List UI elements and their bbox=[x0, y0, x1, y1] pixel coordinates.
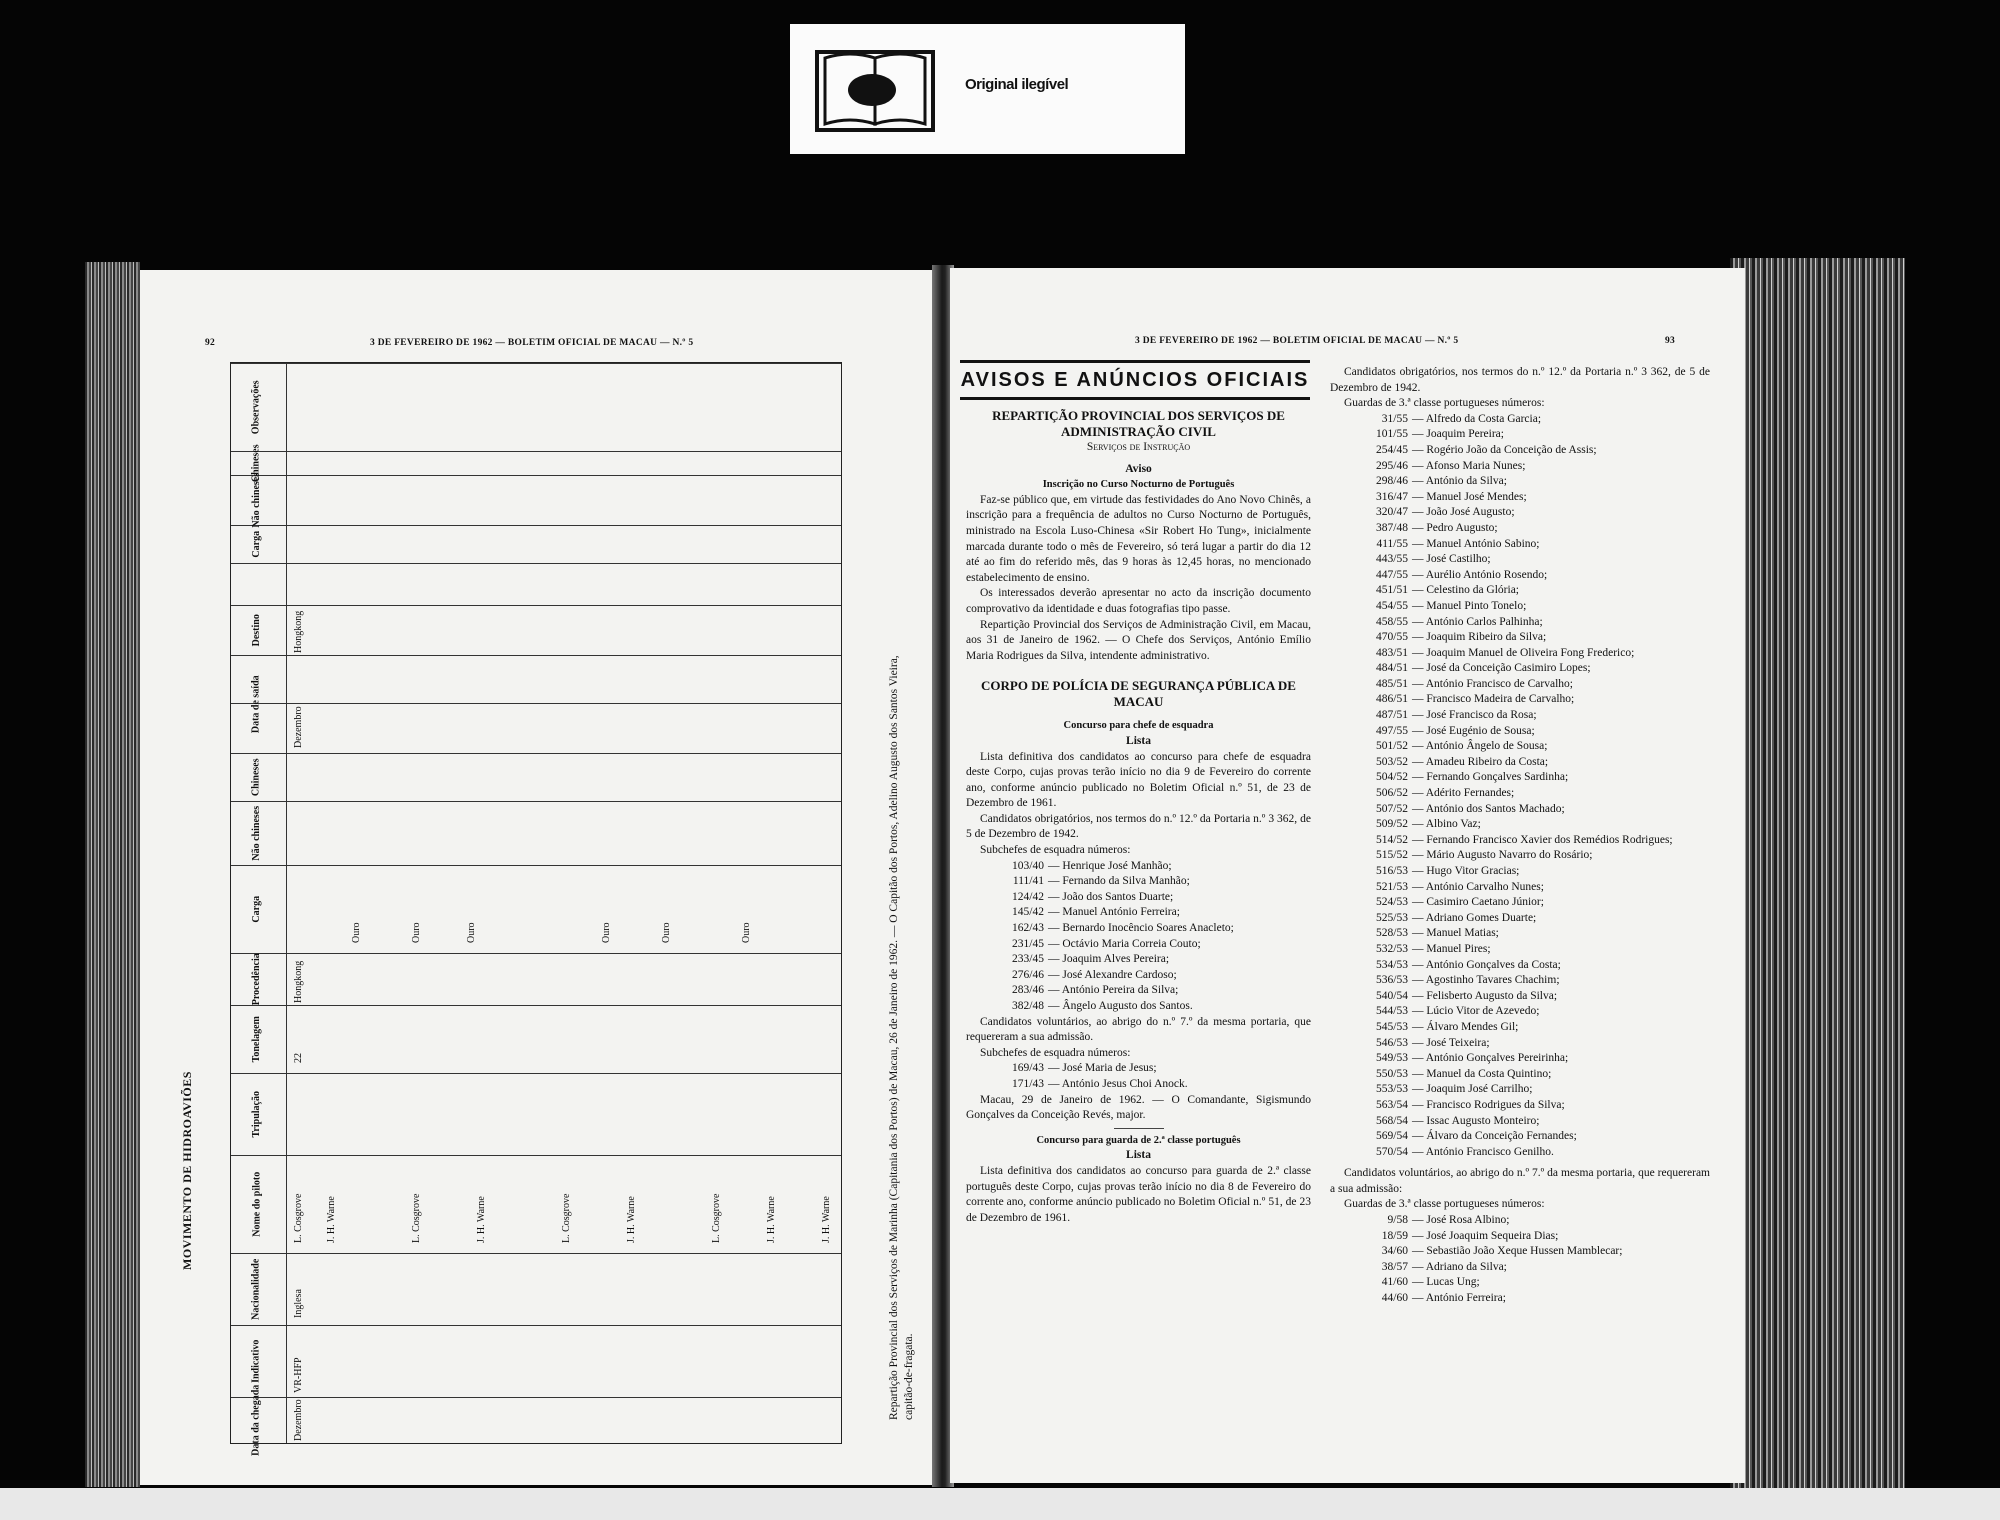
candidate-name: Joaquim Ribeiro da Silva; bbox=[1426, 631, 1547, 644]
candidate-name: Agostinho Tavares Chachim; bbox=[1425, 974, 1560, 987]
cell-mes-saida: Dezembro bbox=[293, 706, 304, 748]
candidate-number: 568/54 bbox=[1376, 1114, 1408, 1127]
candidate-number: 507/52 bbox=[1376, 802, 1408, 815]
candidate-number: 458/55 bbox=[1376, 615, 1408, 628]
candidate-number: 31/55 bbox=[1381, 412, 1408, 425]
col-carga-saida: Carga bbox=[250, 530, 262, 558]
concurso-heading: Concurso para chefe de esquadra bbox=[1063, 720, 1214, 732]
list-item: 570/54 — António Francisco Genilho. bbox=[1330, 1145, 1710, 1161]
cell-mes-chegada: Dezembro bbox=[293, 1399, 304, 1441]
candidate-number: 454/55 bbox=[1376, 599, 1408, 612]
col-procedencia: Procedência bbox=[250, 952, 262, 1006]
list-item: 536/53 — Agostinho Tavares Chachim; bbox=[1330, 973, 1710, 989]
section-title-policia: CORPO DE POLÍCIA DE SEGURANÇA PÚBLICA DE MACAU bbox=[981, 678, 1296, 710]
candidate-name: Casimiro Caetano Júnior; bbox=[1426, 896, 1544, 909]
cell-carga-5: Ouro bbox=[661, 922, 672, 943]
running-head-left: 3 DE FEVEREIRO DE 1962 — BOLETIM OFICIAL DE MACAU — N.º 5 bbox=[370, 338, 694, 348]
candidate-number: 145/42 bbox=[1012, 906, 1044, 919]
list-item: 458/55 — António Carlos Palhinha; bbox=[1330, 615, 1710, 631]
right-column-1 bbox=[966, 408, 1311, 1226]
cell-carga-6: Ouro bbox=[741, 922, 752, 943]
list-item: 382/48 — Ângelo Augusto dos Santos. bbox=[966, 999, 1311, 1015]
candidate-name: José Alexandre Cardoso; bbox=[1062, 968, 1177, 981]
list-item: 485/51 — António Francisco de Carvalho; bbox=[1330, 677, 1710, 693]
candidate-number: 503/52 bbox=[1376, 755, 1408, 768]
col-nome-piloto: Nome do piloto bbox=[250, 1171, 262, 1237]
candidate-number: 41/60 bbox=[1381, 1276, 1408, 1289]
cell-carga-2: Ouro bbox=[411, 922, 422, 943]
candidate-number: 545/53 bbox=[1376, 1020, 1408, 1033]
candidate-number: 528/53 bbox=[1376, 927, 1408, 940]
candidate-name: Francisco Madeira de Carvalho; bbox=[1426, 693, 1575, 706]
lista-heading: Lista bbox=[1126, 734, 1151, 747]
candidate-number: 484/51 bbox=[1376, 662, 1408, 675]
candidate-name: Manuel António Sabino; bbox=[1426, 537, 1540, 550]
cell-procedencia: Hongkong bbox=[293, 960, 304, 1003]
candidate-name: Lúcio Vitor de Azevedo; bbox=[1426, 1005, 1540, 1018]
col-observacoes: Observações bbox=[250, 380, 262, 434]
candidate-number: 540/54 bbox=[1376, 989, 1408, 1002]
candidate-name: Francisco Rodrigues da Silva; bbox=[1426, 1098, 1565, 1111]
aviso-subheading: Inscrição no Curso Nocturno de Português bbox=[1042, 479, 1235, 491]
candidate-name: Joaquim Alves Pereira; bbox=[1062, 953, 1170, 966]
col2-paragraph-2: Guardas de 3.ª classe portugueses números: bbox=[1344, 397, 1545, 410]
list-item: 521/53 — António Carvalho Nunes; bbox=[1330, 880, 1710, 896]
candidate-number: 387/48 bbox=[1376, 521, 1408, 534]
candidate-name: José da Conceição Casimiro Lopes; bbox=[1426, 662, 1591, 675]
cell-piloto-5: L. Cosgrove bbox=[561, 1193, 572, 1243]
candidate-number: 295/46 bbox=[1376, 459, 1408, 472]
candidate-number: 231/45 bbox=[1012, 937, 1044, 950]
candidate-name: Albino Vaz; bbox=[1425, 818, 1481, 831]
list-item: 18/59 — José Joaquim Sequeira Dias; bbox=[1330, 1229, 1710, 1245]
paragraph-8: Subchefes de esquadra números: bbox=[980, 1046, 1131, 1059]
paragraph-6: Subchefes de esquadra números: bbox=[980, 844, 1131, 857]
list-item: 171/43 — António Jesus Choi Anock. bbox=[966, 1077, 1311, 1093]
candidate-name: António Carvalho Nunes; bbox=[1425, 880, 1544, 893]
candidate-name: Pedro Augusto; bbox=[1426, 521, 1498, 534]
candidate-name: Manuel Matias; bbox=[1426, 927, 1499, 940]
candidate-number: 483/51 bbox=[1376, 646, 1408, 659]
book-edge-right bbox=[1730, 258, 1905, 1490]
candidate-name: Fernando da Silva Manhão; bbox=[1062, 875, 1190, 888]
candidate-name: Hugo Vitor Gracias; bbox=[1426, 865, 1520, 877]
list-item: 545/53 — Álvaro Mendes Gil; bbox=[1330, 1020, 1710, 1036]
concurso-guarda-heading: Concurso para guarda de 2.ª classe português bbox=[1036, 1134, 1241, 1146]
cell-piloto-9: J. H. Warne bbox=[821, 1196, 832, 1243]
candidate-number: 487/51 bbox=[1376, 709, 1408, 722]
list-item: 497/55 — José Eugénio de Sousa; bbox=[1330, 724, 1710, 740]
list-item: 41/60 — Lucas Ung; bbox=[1330, 1275, 1710, 1291]
candidate-number: 550/53 bbox=[1376, 1067, 1408, 1080]
candidate-number: 532/53 bbox=[1376, 942, 1408, 955]
cell-piloto-4: J. H. Warne bbox=[476, 1196, 487, 1243]
candidate-name: António dos Santos Machado; bbox=[1425, 802, 1565, 815]
paragraph-10: Lista definitiva dos candidatos ao concurso para guarda de 2.ª classe português deste Corpo, cujas provas terão início no dia 8 de Fevereiro do corrente ano, conforme anúncio publicado no Boletim Oficial n.º 51, de 23 de Dezembro de 1961. bbox=[966, 1164, 1311, 1224]
candidate-name: Ângelo Augusto dos Santos. bbox=[1062, 1000, 1193, 1012]
list-item: 544/53 — Lúcio Vitor de Azevedo; bbox=[1330, 1004, 1710, 1020]
candidate-number: 521/53 bbox=[1376, 880, 1408, 893]
list-item: 486/51 — Francisco Madeira de Carvalho; bbox=[1330, 692, 1710, 708]
candidate-name: António Pereira da Silva; bbox=[1061, 984, 1179, 997]
candidate-name: José Rosa Albino; bbox=[1426, 1214, 1510, 1227]
candidate-number: 283/46 bbox=[1012, 984, 1044, 997]
list-item: 34/60 — Sebastião João Xeque Hussen Mamblecar; bbox=[1330, 1244, 1710, 1260]
candidate-name: António Carlos Palhinha; bbox=[1425, 615, 1543, 628]
book-edge-left bbox=[85, 262, 140, 1487]
list-item: 524/53 — Casimiro Caetano Júnior; bbox=[1330, 895, 1710, 911]
list-item: 516/53 — Hugo Vitor Gracias; bbox=[1330, 864, 1710, 880]
candidate-name: António Francisco Genilho. bbox=[1425, 1145, 1554, 1158]
candidate-name: Joaquim Pereira; bbox=[1426, 428, 1504, 441]
candidate-number: 515/52 bbox=[1376, 849, 1408, 862]
candidate-number: 103/40 bbox=[1012, 859, 1044, 872]
candidate-list-4 bbox=[1330, 1213, 1710, 1307]
candidate-name: Adriano Gomes Duarte; bbox=[1425, 911, 1537, 924]
candidate-number: 549/53 bbox=[1376, 1052, 1408, 1065]
candidate-number: 124/42 bbox=[1012, 890, 1044, 903]
candidate-name: João José Augusto; bbox=[1426, 506, 1515, 519]
list-item: 295/46 — Afonso Maria Nunes; bbox=[1330, 459, 1710, 475]
candidate-number: 504/52 bbox=[1376, 771, 1408, 784]
cell-piloto-1: L. Cosgrove bbox=[293, 1193, 304, 1243]
candidate-number: 382/48 bbox=[1012, 1000, 1044, 1012]
list-item: 487/51 — José Francisco da Rosa; bbox=[1330, 708, 1710, 724]
candidate-name: Álvaro Mendes Gil; bbox=[1426, 1020, 1519, 1033]
section-subtitle-instrucao: Serviços de Instrução bbox=[1086, 441, 1191, 453]
candidate-name: Manuel Pires; bbox=[1426, 942, 1491, 955]
list-item: 503/52 — Amadeu Ribeiro da Costa; bbox=[1330, 755, 1710, 771]
open-book-icon bbox=[815, 44, 935, 134]
candidate-number: 254/45 bbox=[1376, 443, 1408, 456]
cell-carga-4: Ouro bbox=[601, 922, 612, 943]
candidate-number: 514/52 bbox=[1376, 833, 1408, 846]
list-item: 563/54 — Francisco Rodrigues da Silva; bbox=[1330, 1098, 1710, 1114]
list-item: 532/53 — Manuel Pires; bbox=[1330, 942, 1710, 958]
paragraph-2: Os interessados deverão apresentar no acto da inscrição documento comprovativo da identidade e duas fotografias tipo passe. bbox=[966, 587, 1311, 615]
list-item: 169/43 — José Maria de Jesus; bbox=[966, 1061, 1311, 1077]
right-page bbox=[950, 268, 1745, 1483]
list-item: 316/47 — Manuel José Mendes; bbox=[1330, 490, 1710, 506]
col2-paragraph-3: Candidatos voluntários, ao abrigo do n.º 7.º da mesma portaria, que requereram a sua admissão: bbox=[1330, 1167, 1710, 1195]
candidate-number: 101/55 bbox=[1376, 428, 1408, 441]
candidate-list-3 bbox=[1330, 412, 1710, 1161]
candidate-name: José Eugénio de Sousa; bbox=[1426, 724, 1535, 737]
candidate-number: 553/53 bbox=[1376, 1083, 1408, 1096]
candidate-name: Lucas Ung; bbox=[1426, 1276, 1480, 1289]
col-indicativo: Indicativo bbox=[250, 1339, 262, 1383]
candidate-name: Adriano da Silva; bbox=[1425, 1260, 1507, 1273]
candidate-number: 516/53 bbox=[1376, 865, 1408, 877]
candidate-name: Amadeu Ribeiro da Costa; bbox=[1425, 755, 1549, 768]
section-title-admin: REPARTIÇÃO PROVINCIAL DOS SERVIÇOS DE ADMINISTRAÇÃO CIVIL bbox=[992, 408, 1285, 439]
candidate-name: Fernando Francisco Xavier dos Remédios Rodrigues; bbox=[1426, 833, 1673, 846]
list-item: 101/55 — Joaquim Pereira; bbox=[1330, 427, 1710, 443]
candidate-number: 34/60 bbox=[1381, 1245, 1408, 1258]
candidate-number: 18/59 bbox=[1381, 1229, 1408, 1242]
list-item: 515/52 — Mário Augusto Navarro do Rosário; bbox=[1330, 848, 1710, 864]
cell-piloto-6: J. H. Warne bbox=[626, 1196, 637, 1243]
left-page bbox=[140, 270, 935, 1485]
candidate-name: Bernardo Inocêncio Soares Anacleto; bbox=[1062, 922, 1234, 935]
page-number-right: 93 bbox=[1665, 336, 1676, 346]
candidate-name: José Castilho; bbox=[1426, 553, 1491, 566]
candidate-name: Afonso Maria Nunes; bbox=[1425, 459, 1526, 472]
list-item: 233/45 — Joaquim Alves Pereira; bbox=[966, 952, 1311, 968]
candidate-number: 534/53 bbox=[1376, 958, 1408, 971]
candidate-number: 233/45 bbox=[1012, 953, 1044, 966]
candidate-name: Aurélio António Rosendo; bbox=[1425, 568, 1548, 581]
aviso-heading: Aviso bbox=[1125, 462, 1152, 475]
candidate-name: Manuel António Ferreira; bbox=[1062, 906, 1180, 919]
candidate-name: Felisberto Augusto da Silva; bbox=[1426, 989, 1558, 1002]
candidate-name: António Ferreira; bbox=[1425, 1292, 1506, 1305]
col-tripulacao: Tripulação bbox=[250, 1090, 262, 1138]
right-column-2 bbox=[1330, 365, 1710, 1307]
list-item: 506/52 — Adérito Fernandes; bbox=[1330, 786, 1710, 802]
list-item: 484/51 — José da Conceição Casimiro Lopes; bbox=[1330, 661, 1710, 677]
col2-paragraph-4: Guardas de 3.ª classe portugueses números: bbox=[1344, 1198, 1545, 1211]
candidate-name: Joaquim José Carrilho; bbox=[1426, 1083, 1533, 1096]
candidate-number: 546/53 bbox=[1376, 1036, 1408, 1049]
col-data-saida: Data de saída bbox=[250, 675, 262, 733]
paragraph-7: Candidatos voluntários, ao abrigo do n.º 7.º da mesma portaria, que requereram a sua admissão. bbox=[966, 1015, 1311, 1044]
col-chineses-2: Chineses bbox=[250, 444, 262, 482]
candidate-name: José Joaquim Sequeira Dias; bbox=[1426, 1229, 1559, 1242]
candidate-name: António Ângelo de Sousa; bbox=[1425, 740, 1548, 753]
list-item: 103/40 — Henrique José Manhão; bbox=[966, 859, 1311, 875]
candidate-number: 501/52 bbox=[1376, 740, 1408, 753]
candidate-list-1 bbox=[966, 859, 1311, 1015]
candidate-number: 298/46 bbox=[1376, 475, 1408, 488]
cell-destino: Hongkong bbox=[293, 610, 304, 653]
candidate-number: 485/51 bbox=[1376, 677, 1408, 690]
list-item: 443/55 — José Castilho; bbox=[1330, 552, 1710, 568]
candidate-number: 451/51 bbox=[1376, 584, 1408, 597]
candidate-name: Joaquim Manuel de Oliveira Fong Frederico; bbox=[1426, 646, 1635, 659]
list-item: 504/52 — Fernando Gonçalves Sardinha; bbox=[1330, 770, 1710, 786]
candidate-number: 276/46 bbox=[1012, 968, 1044, 981]
candidate-number: 169/43 bbox=[1012, 1062, 1044, 1075]
list-item: 514/52 — Fernando Francisco Xavier dos Remédios Rodrigues; bbox=[1330, 833, 1710, 849]
list-item: 411/55 — Manuel António Sabino; bbox=[1330, 537, 1710, 553]
candidate-name: Fernando Gonçalves Sardinha; bbox=[1426, 771, 1569, 784]
list-item: 451/51 — Celestino da Glória; bbox=[1330, 583, 1710, 599]
list-item: 568/54 — Issac Augusto Monteiro; bbox=[1330, 1114, 1710, 1130]
candidate-number: 525/53 bbox=[1376, 911, 1408, 924]
list-item: 44/60 — António Ferreira; bbox=[1330, 1291, 1710, 1307]
candidate-name: Alfredo da Costa Garcia; bbox=[1425, 412, 1542, 425]
table-title: MOVIMENTO DE HIDROAVIÕES bbox=[180, 1071, 194, 1270]
table-surface bbox=[0, 1488, 2000, 1520]
list-item: 549/53 — António Gonçalves Pereirinha; bbox=[1330, 1051, 1710, 1067]
candidate-number: 563/54 bbox=[1376, 1098, 1408, 1111]
col-tonelagem: Tonelagem bbox=[250, 1015, 262, 1063]
candidate-number: 470/55 bbox=[1376, 631, 1408, 644]
candidate-number: 9/58 bbox=[1387, 1214, 1408, 1227]
list-item: 276/46 — José Alexandre Cardoso; bbox=[966, 968, 1311, 984]
seaplane-movement-table bbox=[230, 362, 842, 1456]
running-head-right: 3 DE FEVEREIRO DE 1962 — BOLETIM OFICIAL DE MACAU — N.º 5 bbox=[1135, 336, 1459, 346]
candidate-number: 162/43 bbox=[1012, 922, 1044, 935]
candidate-number: 38/57 bbox=[1381, 1260, 1408, 1273]
cell-carga-3: Ouro bbox=[466, 922, 477, 943]
col-nacionalidade: Nacionalidade bbox=[250, 1258, 262, 1320]
cell-piloto-2: J. H. Warne bbox=[326, 1196, 337, 1243]
cell-piloto-3: L. Cosgrove bbox=[411, 1193, 422, 1243]
list-item: 483/51 — Joaquim Manuel de Oliveira Fong Frederico; bbox=[1330, 646, 1710, 662]
candidate-name: José Teixeira; bbox=[1426, 1036, 1490, 1049]
col-carga-chegada: Carga bbox=[250, 895, 262, 923]
candidate-name: João dos Santos Duarte; bbox=[1062, 890, 1174, 903]
lista-heading-2: Lista bbox=[1126, 1149, 1151, 1162]
list-item: 31/55 — Alfredo da Costa Garcia; bbox=[1330, 412, 1710, 428]
list-item: 254/45 — Rogério João da Conceição de Assis; bbox=[1330, 443, 1710, 459]
candidate-name: Octávio Maria Correia Couto; bbox=[1062, 937, 1201, 950]
candidate-number: 486/51 bbox=[1376, 693, 1408, 706]
illegible-label: Original ilegível bbox=[965, 76, 1069, 93]
section-banner: AVISOS E ANÚNCIOS OFICIAIS bbox=[960, 360, 1310, 400]
candidate-number: 544/53 bbox=[1376, 1005, 1408, 1018]
candidate-number: 411/55 bbox=[1376, 537, 1408, 550]
list-item: 231/45 — Octávio Maria Correia Couto; bbox=[966, 937, 1311, 953]
candidate-number: 570/54 bbox=[1376, 1145, 1408, 1158]
paragraph-9: Macau, 29 de Janeiro de 1962. — O Comandante, Sigismundo Gonçalves da Conceição Revés, major. bbox=[966, 1093, 1311, 1122]
list-item: 454/55 — Manuel Pinto Tonelo; bbox=[1330, 599, 1710, 615]
candidate-name: Sebastião João Xeque Hussen Mamblecar; bbox=[1426, 1245, 1623, 1258]
list-item: 9/58 — José Rosa Albino; bbox=[1330, 1213, 1710, 1229]
list-item: 507/52 — António dos Santos Machado; bbox=[1330, 802, 1710, 818]
candidate-number: 536/53 bbox=[1376, 974, 1408, 987]
candidate-name: António Francisco de Carvalho; bbox=[1425, 677, 1573, 690]
candidate-name: Henrique José Manhão; bbox=[1062, 859, 1172, 872]
list-item: 501/52 — António Ângelo de Sousa; bbox=[1330, 739, 1710, 755]
list-item: 124/42 — João dos Santos Duarte; bbox=[966, 890, 1311, 906]
cell-tonelagem: 22 bbox=[293, 1053, 304, 1063]
list-item: 387/48 — Pedro Augusto; bbox=[1330, 521, 1710, 537]
candidate-name: Mário Augusto Navarro do Rosário; bbox=[1426, 849, 1593, 862]
list-item: 162/43 — Bernardo Inocêncio Soares Anacleto; bbox=[966, 921, 1311, 937]
list-item: 298/46 — António da Silva; bbox=[1330, 474, 1710, 490]
table-caption-2: capitão-de-fragata. bbox=[903, 1333, 915, 1420]
col2-paragraph-1: Candidatos obrigatórios, nos termos do n.º 12.º da Portaria n.º 3 362, de 5 de Dezembro de 1942. bbox=[1330, 366, 1710, 394]
list-item: 145/42 — Manuel António Ferreira; bbox=[966, 905, 1311, 921]
candidate-number: 497/55 bbox=[1376, 724, 1408, 737]
candidate-number: 509/52 bbox=[1376, 818, 1408, 831]
cell-piloto-7: L. Cosgrove bbox=[711, 1193, 722, 1243]
candidate-name: António Gonçalves da Costa; bbox=[1425, 958, 1561, 971]
list-item: 111/41 — Fernando da Silva Manhão; bbox=[966, 874, 1311, 890]
candidate-name: António Jesus Choi Anock. bbox=[1061, 1077, 1188, 1090]
candidate-name: Rogério João da Conceição de Assis; bbox=[1426, 443, 1597, 456]
candidate-name: António Gonçalves Pereirinha; bbox=[1425, 1052, 1569, 1065]
list-item: 525/53 — Adriano Gomes Duarte; bbox=[1330, 911, 1710, 927]
candidate-number: 447/55 bbox=[1376, 568, 1408, 581]
list-item: 283/46 — António Pereira da Silva; bbox=[966, 983, 1311, 999]
cell-piloto-8: J. H. Warne bbox=[766, 1196, 777, 1243]
paragraph-5: Candidatos obrigatórios, nos termos do n.º 12.º da Portaria n.º 3 362, de 5 de Dezembro de 1942. bbox=[966, 812, 1311, 841]
candidate-name: António da Silva; bbox=[1425, 475, 1507, 488]
candidate-number: 443/55 bbox=[1376, 553, 1408, 566]
list-item: 553/53 — Joaquim José Carrilho; bbox=[1330, 1082, 1710, 1098]
list-item: 550/53 — Manuel da Costa Quintino; bbox=[1330, 1067, 1710, 1083]
candidate-list-2 bbox=[966, 1061, 1311, 1092]
col-chineses-1: Chineses bbox=[250, 758, 262, 796]
col-data-chegada: Data da chegada bbox=[250, 1384, 262, 1456]
candidate-name: Issac Augusto Monteiro; bbox=[1426, 1114, 1540, 1127]
candidate-number: 320/47 bbox=[1376, 506, 1408, 519]
illegible-original-tag bbox=[790, 24, 1185, 154]
list-item: 509/52 — Albino Vaz; bbox=[1330, 817, 1710, 833]
list-item: 540/54 — Felisberto Augusto da Silva; bbox=[1330, 989, 1710, 1005]
candidate-name: Celestino da Glória; bbox=[1426, 584, 1519, 597]
list-item: 470/55 — Joaquim Ribeiro da Silva; bbox=[1330, 630, 1710, 646]
candidate-name: Manuel José Mendes; bbox=[1426, 490, 1527, 503]
list-item: 546/53 — José Teixeira; bbox=[1330, 1036, 1710, 1052]
list-item: 38/57 — Adriano da Silva; bbox=[1330, 1260, 1710, 1276]
list-item: 569/54 — Álvaro da Conceição Fernandes; bbox=[1330, 1129, 1710, 1145]
paragraph-4: Lista definitiva dos candidatos ao concurso para chefe de esquadra deste Corpo, cujas provas terão início no dia 9 de Fevereiro do corrente ano, conforme anúncio publicado no Boletim Oficial n.º 51, de 23 de Dezembro de 1961. bbox=[966, 750, 1311, 810]
paragraph-3: Repartição Provincial dos Serviços de Administração Civil, em Macau, aos 31 de Janeiro de 1962. — O Chefe dos Serviços, António Emílio Maria Rodrigues da Silva, intendente administrativo. bbox=[966, 618, 1311, 662]
list-item: 534/53 — António Gonçalves da Costa; bbox=[1330, 958, 1710, 974]
col-destino: Destino bbox=[250, 613, 262, 647]
candidate-number: 171/43 bbox=[1012, 1077, 1044, 1090]
candidate-name: Manuel Pinto Tonelo; bbox=[1426, 599, 1527, 612]
candidate-number: 44/60 bbox=[1381, 1292, 1408, 1305]
list-item: 320/47 — João José Augusto; bbox=[1330, 505, 1710, 521]
col-nao-chineses-1: Não chineses bbox=[250, 805, 262, 861]
candidate-number: 506/52 bbox=[1376, 787, 1408, 800]
candidate-name: Manuel da Costa Quintino; bbox=[1426, 1067, 1552, 1080]
col-nao-chineses-2: Não chineses bbox=[250, 472, 262, 528]
candidate-number: 569/54 bbox=[1376, 1130, 1408, 1143]
candidate-name: Adérito Fernandes; bbox=[1425, 787, 1515, 800]
candidate-name: José Francisco da Rosa; bbox=[1426, 709, 1537, 722]
candidate-name: Álvaro da Conceição Fernandes; bbox=[1426, 1130, 1577, 1143]
candidate-name: José Maria de Jesus; bbox=[1062, 1062, 1157, 1075]
candidate-number: 316/47 bbox=[1376, 490, 1408, 503]
candidate-number: 111/41 bbox=[1012, 875, 1044, 888]
cell-indicativo: VR-HFP bbox=[293, 1357, 304, 1393]
paragraph-1: Faz-se público que, em virtude das festividades do Ano Novo Chinês, a inscrição para a frequência de adultos no Curso Nocturno de Português, ministrado na Escola Luso-Chinesa «Sir Robert Ho Tung», inicialmente marcada durante todo o mês de Fevereiro, só terá lugar a partir do dia 12 até ao fim do referido mês, das 9 horas às 12,45 horas, no mencionado estabelecimento de ensino. bbox=[966, 493, 1311, 584]
cell-nacionalidade: Inglesa bbox=[293, 1289, 304, 1318]
cell-carga-1: Ouro bbox=[351, 922, 362, 943]
list-item: 447/55 — Aurélio António Rosendo; bbox=[1330, 568, 1710, 584]
candidate-number: 524/53 bbox=[1376, 896, 1408, 909]
page-number-left: 92 bbox=[205, 338, 216, 348]
list-item: 528/53 — Manuel Matias; bbox=[1330, 926, 1710, 942]
table-caption: Repartição Provincial dos Serviços de Marinha (Capitania dos Portos) de Macau, 26 de Janeiro de 1962. — O Capitão dos Portos, Adelino Augusto dos Santos Vieira, bbox=[888, 655, 900, 1420]
